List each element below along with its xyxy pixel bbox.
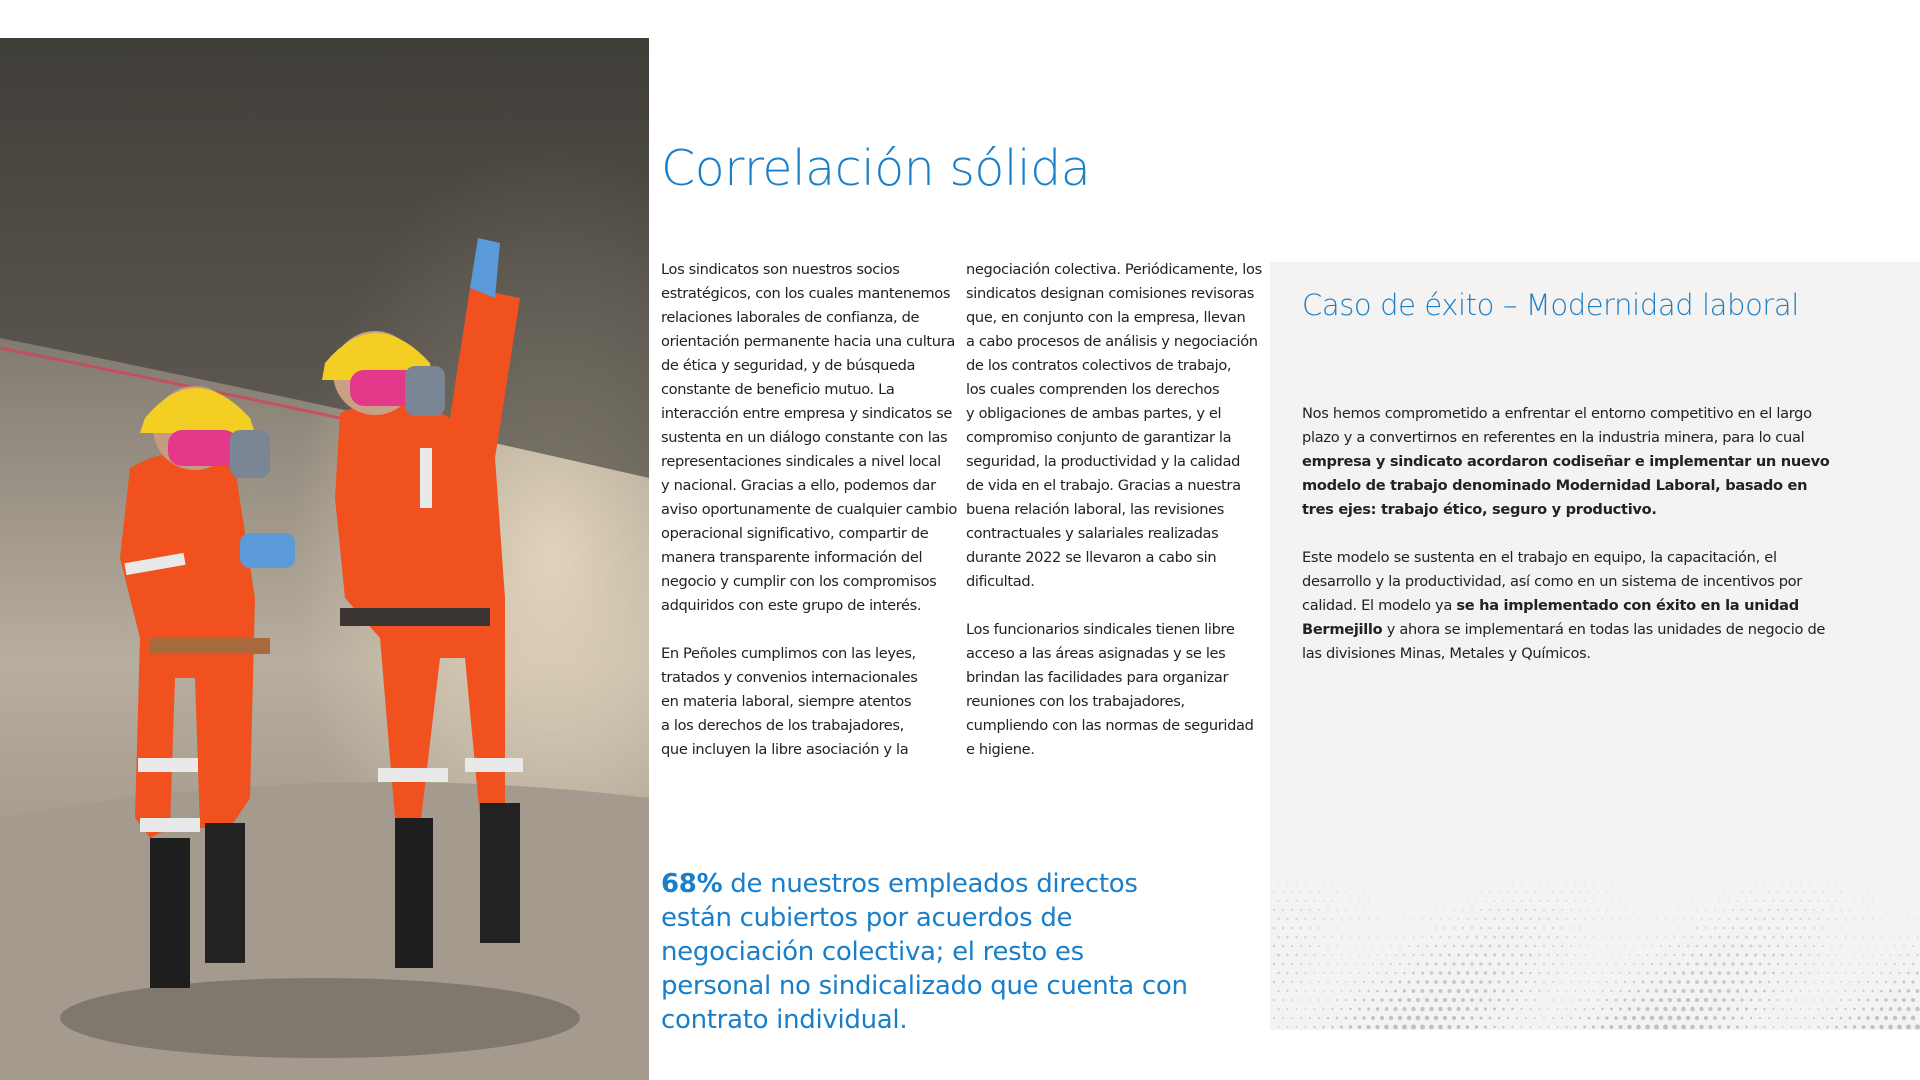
dot-pattern-decoration bbox=[1270, 850, 1920, 1030]
highlight-percent: 68% bbox=[661, 869, 723, 899]
case-study-text bbox=[1302, 402, 1842, 690]
text-column-2 bbox=[966, 258, 1266, 786]
highlight-statistic bbox=[661, 867, 1221, 1037]
column1-paragraph-1: Los sindicatos son nuestros socios estratégicos, con los cuales mantenemos relaciones laborales de confianza, de orientación permanente hacia una cultura de ética y seguridad, y de búsqueda constante de beneficio mutuo. La interacción entre empresa y sindicatos se sustenta en un diálogo constante con las representaciones sindicales a nivel local y nacional. Gracias a ello, podemos dar aviso oportunamente de cualquier cambio operacional significativo, compartir de manera transparente información del negocio y cumplir con los compromisos adquiridos con este grupo de interés. bbox=[661, 261, 957, 614]
page-title: Correlación sólida bbox=[661, 140, 1091, 197]
column2-paragraph-2: Los funcionarios sindicales tienen libre acceso a las áreas asignadas y se les brindan las facilidades para organizar reuniones con los trabajadores, cumpliendo con las normas de seguridad e higiene. bbox=[966, 621, 1254, 758]
case-p2-bold: se ha implementado con éxito en la unidad Bermejillo bbox=[1302, 597, 1799, 638]
column1-paragraph-2: En Peñoles cumplimos con las leyes, tratados y convenios internacionales en materia laboral, siempre atentos a los derechos de los trabajadores, que incluyen la libre asociación y la bbox=[661, 645, 918, 758]
case-p2-text-end: y ahora se implementará en todas las unidades de negocio de las divisiones Minas, Metales y Químicos. bbox=[1302, 621, 1826, 662]
case-p2-text: Este modelo se sustenta en el trabajo en equipo, la capacitación, el desarrollo y la productividad, así como en un sistema de incentivos por calidad. El modelo ya bbox=[1302, 549, 1803, 614]
case-study-paragraph-1 bbox=[1302, 402, 1842, 522]
case-p1-text: Nos hemos comprometido a enfrentar el entorno competitivo en el largo plazo y a convertirnos en referentes en la industria minera, para lo cual bbox=[1302, 405, 1812, 446]
column2-paragraph-1: negociación colectiva. Periódicamente, los sindicatos designan comisiones revisoras que, en conjunto con la empresa, llevan a cabo procesos de análisis y negociación de los contratos colectivos de trabajo, los cuales comprenden los derechos y obligaciones de ambas partes, y el compromiso conjunto de garantizar la seguridad, la productividad y la calidad de vida en el trabajo. Gracias a nuestra buena relación laboral, las revisiones contractuales y salariales realizadas durante 2022 se llevaron a cabo sin dificultad. bbox=[966, 261, 1262, 590]
case-study-title: Caso de éxito – Modernidad laboral bbox=[1302, 288, 1799, 322]
text-column-1 bbox=[661, 258, 961, 786]
miners-illustration bbox=[0, 38, 649, 1080]
highlight-text: de nuestros empleados directos están cubiertos por acuerdos de negociación colectiva; el resto es personal no sindicalizado que cuenta con contrato individual. bbox=[661, 869, 1188, 1035]
case-study-paragraph-2 bbox=[1302, 546, 1842, 666]
case-p1-bold: empresa y sindicato acordaron codiseñar e implementar un nuevo modelo de trabajo denominado Modernidad Laboral, basado en tres ejes: trabajo ético, seguro y productivo. bbox=[1302, 453, 1830, 518]
hero-photo bbox=[0, 38, 649, 1080]
case-study-box bbox=[1270, 262, 1920, 1030]
